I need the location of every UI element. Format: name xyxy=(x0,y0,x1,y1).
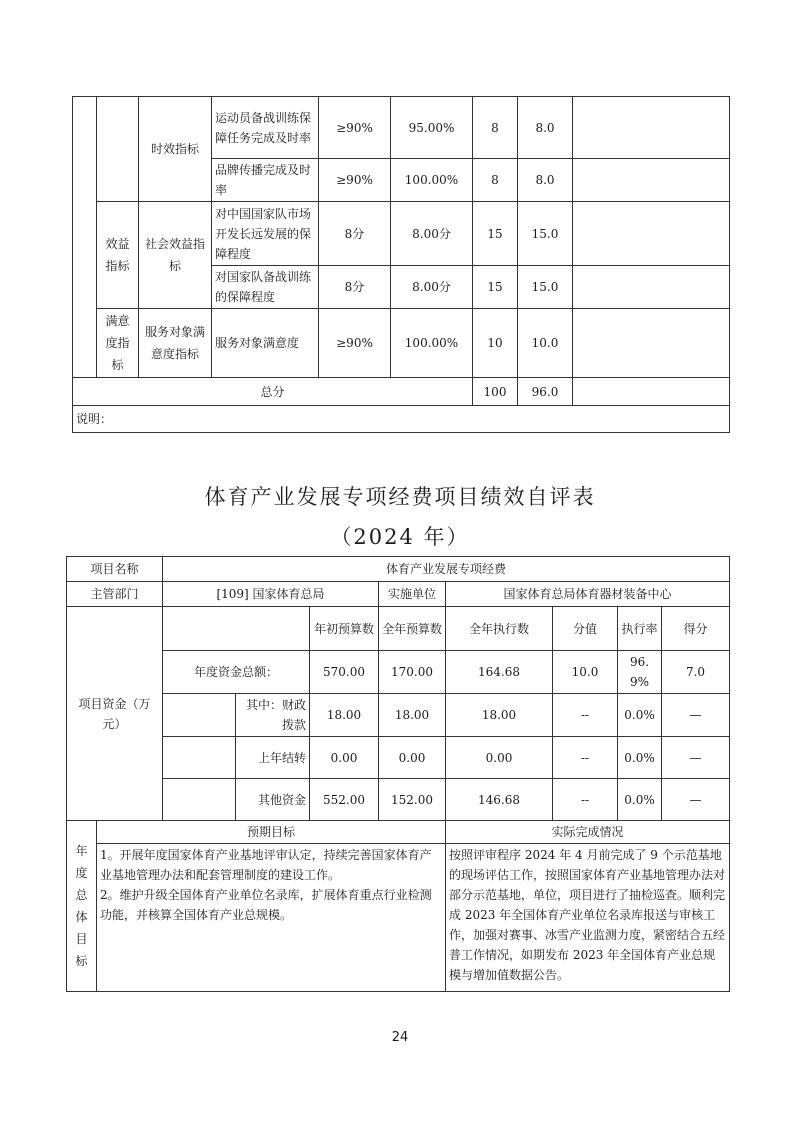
weight-value: 8 xyxy=(473,159,518,202)
blank-cell xyxy=(163,694,236,737)
header-score: 得分 xyxy=(662,607,730,651)
remark-cell xyxy=(573,97,730,159)
social-benefit-label: 社会效益指标 xyxy=(139,202,212,309)
dept-label: 主管部门 xyxy=(67,582,163,607)
satisfaction-label: 满意度指标 xyxy=(97,309,139,378)
fiscal-rate: 0.0% xyxy=(618,694,662,737)
note-label: 说明： xyxy=(73,406,730,433)
total-funds-label: 年度资金总额： xyxy=(163,651,310,694)
expected-goal-1: 1。开展年度国家体育产业基地评审认定，持续完善国家体育产业基地管理办法和配套管理制度的建设工作。 xyxy=(100,848,432,882)
other-executed: 146.68 xyxy=(446,779,553,821)
other-full: 152.00 xyxy=(379,779,446,821)
remark-cell xyxy=(573,266,730,309)
header-blank xyxy=(163,607,310,651)
header-rate: 执行率 xyxy=(618,607,662,651)
target-value: ≥90% xyxy=(319,309,391,378)
expected-goal-2: 2。维护升级全国体育产业单位名录库，扩展体育重点行业检测功能，并核算全国体育产业总规模。 xyxy=(100,888,432,922)
other-initial: 552.00 xyxy=(310,779,379,821)
total-full: 170.00 xyxy=(379,651,446,694)
target-value: 8分 xyxy=(319,266,391,309)
remark-cell xyxy=(573,378,730,406)
carry-initial: 0.00 xyxy=(310,737,379,779)
carry-full: 0.00 xyxy=(379,737,446,779)
impl-label: 实施单位 xyxy=(379,582,446,607)
remark-cell xyxy=(573,202,730,266)
fiscal-score: — xyxy=(662,694,730,737)
weight-value: 15 xyxy=(473,266,518,309)
level1-blank-cell xyxy=(97,97,139,202)
other-score: — xyxy=(662,779,730,821)
fiscal-label: 其中：财政拨款 xyxy=(236,694,310,737)
other-weight: -- xyxy=(553,779,618,821)
funds-label: 项目资金（万元） xyxy=(67,607,163,821)
weight-value: 8 xyxy=(473,97,518,159)
benefit-label: 效益指标 xyxy=(97,202,139,309)
carry-weight: -- xyxy=(553,737,618,779)
total-rate: 96.9% xyxy=(618,651,662,694)
score-value: 10.0 xyxy=(518,309,573,378)
carry-score: — xyxy=(662,737,730,779)
carry-label: 上年结转 xyxy=(236,737,310,779)
actual-value: 95.00% xyxy=(391,97,473,159)
total-weight: 10.0 xyxy=(553,651,618,694)
target-value: 8分 xyxy=(319,202,391,266)
total-score: 7.0 xyxy=(662,651,730,694)
project-name-label: 项目名称 xyxy=(67,557,163,582)
document-year: （2024 年） xyxy=(330,525,470,549)
fiscal-weight: -- xyxy=(553,694,618,737)
weight-value: 15 xyxy=(473,202,518,266)
header-initial-budget: 年初预算数 xyxy=(310,607,379,651)
timeliness-label: 时效指标 xyxy=(139,97,212,202)
fiscal-initial: 18.00 xyxy=(310,694,379,737)
fiscal-full: 18.00 xyxy=(379,694,446,737)
dept-value: [109] 国家体育总局 xyxy=(163,582,379,607)
indicator-name: 服务对象满意度 xyxy=(212,309,319,378)
blank-cell xyxy=(163,779,236,821)
actual-completion-content: 按照评审程序 2024 年 4 月前完成了 9 个示范基地的现场评估工作，按照国家体育产业基地管理办法对部分示范基地，单位，项目进行了抽检巡查。顺利完成 2023 年全国体育产业单位名录库报送与审核工作，加强对赛事、冰雪产业监测力度，紧密结合五经普工作情况，如期发布 2023 年全国体育产业总规模与增加值数据公告。 xyxy=(446,844,730,992)
project-name: 体育产业发展专项经费 xyxy=(163,557,730,582)
expected-goal-header: 预期目标 xyxy=(97,821,446,844)
performance-indicator-table xyxy=(72,96,730,433)
indicator-name: 对中国国家队市场开发长远发展的保障程度 xyxy=(212,202,319,266)
actual-value: 8.00分 xyxy=(391,266,473,309)
impl-value: 国家体育总局体育器材装备中心 xyxy=(446,582,730,607)
weight-value: 10 xyxy=(473,309,518,378)
category-blank-cell xyxy=(73,97,97,378)
score-value: 8.0 xyxy=(518,159,573,202)
total-initial: 570.00 xyxy=(310,651,379,694)
annual-goal-label: 年度总体目标 xyxy=(67,821,97,992)
expected-goal-content xyxy=(97,844,446,992)
total-executed: 164.68 xyxy=(446,651,553,694)
carry-executed: 0.00 xyxy=(446,737,553,779)
actual-value: 100.00% xyxy=(391,309,473,378)
header-executed: 全年执行数 xyxy=(446,607,553,651)
indicator-name: 运动员备战训练保障任务完成及时率 xyxy=(212,97,319,159)
score-value: 15.0 xyxy=(518,266,573,309)
total-label: 总分 xyxy=(73,378,473,406)
remark-cell xyxy=(573,309,730,378)
target-value: ≥90% xyxy=(319,97,391,159)
carry-rate: 0.0% xyxy=(618,737,662,779)
total-weight: 100 xyxy=(473,378,518,406)
actual-value: 8.00分 xyxy=(391,202,473,266)
header-weight: 分值 xyxy=(553,607,618,651)
remark-cell xyxy=(573,159,730,202)
actual-completion-header: 实际完成情况 xyxy=(446,821,730,844)
blank-cell xyxy=(163,737,236,779)
indicator-name: 品牌传播完成及时率 xyxy=(212,159,319,202)
score-value: 15.0 xyxy=(518,202,573,266)
actual-value: 100.00% xyxy=(391,159,473,202)
other-label: 其他资金 xyxy=(236,779,310,821)
service-satisfaction-label: 服务对象满意度指标 xyxy=(139,309,212,378)
target-value: ≥90% xyxy=(319,159,391,202)
fiscal-executed: 18.00 xyxy=(446,694,553,737)
score-value: 8.0 xyxy=(518,97,573,159)
document-title: 体育产业发展专项经费项目绩效自评表 xyxy=(204,485,596,509)
total-score: 96.0 xyxy=(518,378,573,406)
indicator-name: 对国家队备战训练的保障程度 xyxy=(212,266,319,309)
page-number: 24 xyxy=(391,1030,409,1045)
other-rate: 0.0% xyxy=(618,779,662,821)
header-full-budget: 全年预算数 xyxy=(379,607,446,651)
self-evaluation-table xyxy=(66,556,730,992)
